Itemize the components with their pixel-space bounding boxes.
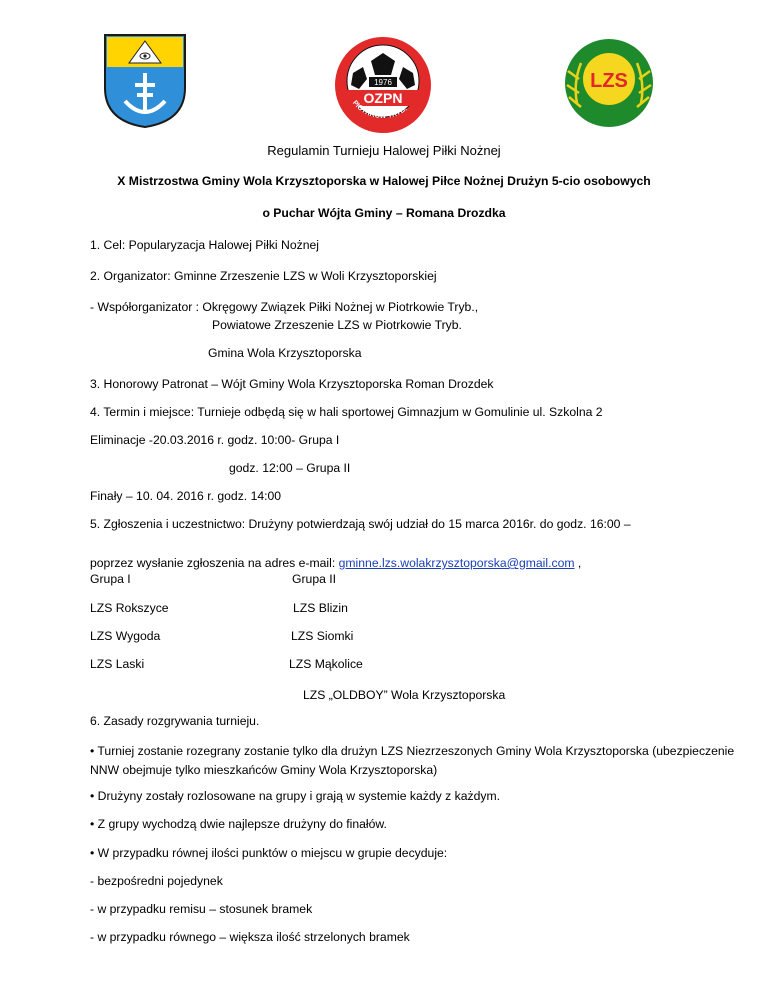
ozpn-abbr: OZPN (363, 90, 403, 106)
lzs-logo-text: LZS (590, 70, 628, 92)
point-3-patronage: 3. Honorowy Patronat – Wójt Gminy Wola Krzysztoporska Roman Drozdek (90, 377, 494, 391)
point-5-registration: 5. Zgłoszenia i uczestnictwo: Drużyny potwierdzają swój udział do 15 marca 2016r. do godz. 16:00 – (90, 517, 631, 531)
finals: Finały – 10. 04. 2016 r. godz. 14:00 (90, 489, 282, 503)
group-1-team: LZS Wygoda (90, 629, 161, 643)
co-organizer-3: Gmina Wola Krzysztoporska (208, 346, 362, 360)
point-2-organizer: 2. Organizator: Gminne Zrzeszenie LZS w Woli Krzysztoporskiej (90, 269, 437, 283)
gmina-coat-of-arms-logo (103, 33, 187, 129)
co-organizer-1: - Współorganizator : Okręgowy Związek Piłki Nożnej w Piotrkowie Tryb., (90, 300, 479, 314)
email-line-prefix: poprzez wysłanie zgłoszenia na adres e-mail: (90, 556, 339, 570)
rule-3: • Z grupy wychodzą dwie najlepsze drużyny do finałów. (90, 817, 387, 831)
doc-title: Regulamin Turnieju Halowej Piłki Nożnej (267, 143, 501, 158)
doc-subtitle: X Mistrzostwa Gminy Wola Krzysztoporska w Halowej Piłce Nożnej Drużyn 5-cio osobowych (117, 174, 651, 188)
group-2-team: LZS Mąkolice (289, 657, 363, 671)
rule-5: - bezpośredni pojedynek (90, 874, 223, 888)
doc-cup: o Puchar Wójta Gminy – Romana Drozdka (262, 206, 506, 220)
group-1-header: Grupa I (90, 572, 131, 586)
registration-email-line (90, 556, 581, 570)
group-2-header: Grupa II (292, 572, 337, 586)
ozpn-logo (333, 35, 433, 135)
lzs-logo (559, 33, 659, 133)
ozpn-ring-text: PIOTRKÓW TRYB. (350, 99, 409, 121)
eliminations-2: godz. 12:00 – Grupa II (229, 461, 351, 475)
email-link[interactable]: gminne.lzs.wolakrzysztoporska@gmail.com (338, 556, 575, 570)
group-1-team: LZS Rokszyce (90, 601, 169, 615)
ozpn-year: 1976 (374, 78, 392, 87)
co-organizer-2: Powiatowe Zrzeszenie LZS w Piotrkowie Tryb. (212, 318, 462, 332)
eliminations-1: Eliminacje -20.03.2016 r. godz. 10:00- Grupa I (90, 433, 340, 447)
rule-7: - w przypadku równego – większa ilość strzelonych bramek (90, 930, 410, 944)
point-6-rules: 6. Zasady rozgrywania turnieju. (90, 714, 260, 728)
point-4-date-place: 4. Termin i miejsce: Turnieje odbędą się w hali sportowej Gimnazjum w Gomulinie ul. Szkolna 2 (90, 405, 603, 419)
group-1-team: LZS Laski (90, 657, 145, 671)
group-2-team: LZS Blizin (293, 601, 348, 615)
rule-6: - w przypadku remisu – stosunek bramek (90, 902, 313, 916)
point-1-goal: 1. Cel: Popularyzacja Halowej Piłki Nożnej (90, 238, 319, 252)
email-line-suffix: , (574, 556, 582, 570)
group-2-team: LZS Siomki (291, 629, 354, 643)
group-2-extra-team: LZS „OLDBOY” Wola Krzysztoporska (303, 688, 506, 702)
rule-2: • Drużyny zostały rozlosowane na grupy i grają w systemie każdy z każdym. (90, 789, 500, 803)
rule-4: • W przypadku równej ilości punktów o miejscu w grupie decyduje: (90, 846, 448, 860)
rule-1: • Turniej zostanie rozegrany zostanie tylko dla drużyn LZS Niezrzeszonych Gminy Wola Krzysztoporska (ubezpieczenie NNW obejmuje tylko mieszkańców Gminy Wola Krzysztoporska) (90, 744, 735, 777)
